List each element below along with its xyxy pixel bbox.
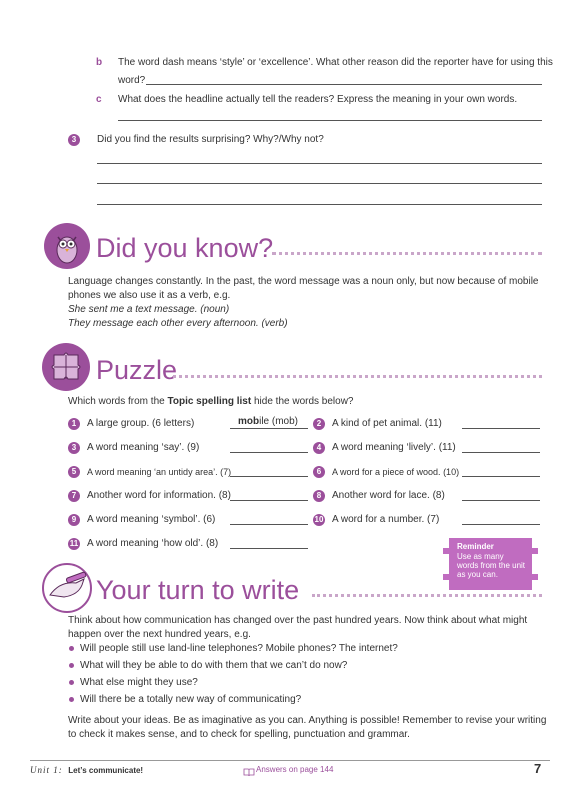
question-c-text: What does the headline actually tell the readers? Express the meaning in your own words.	[118, 94, 518, 105]
puzzle-number: 1	[68, 418, 80, 430]
reminder-tab	[443, 574, 449, 580]
puzzle-icon	[42, 343, 90, 391]
puzzle-number: 10	[314, 515, 324, 524]
answer-line[interactable]	[462, 500, 540, 501]
heading-dots	[272, 252, 542, 255]
answer-line[interactable]	[230, 428, 308, 429]
puzzle-clue: Another word for lace. (8)	[332, 490, 445, 501]
answer-line[interactable]	[230, 548, 308, 549]
puzzle-clue: A word for a number. (7)	[332, 514, 440, 525]
reminder-title: Reminder	[457, 542, 494, 551]
puzzle-intro: Which words from the Topic spelling list hide the words below?	[68, 396, 354, 407]
puzzle-number: 6	[313, 466, 325, 478]
question-number-3: 3	[68, 134, 80, 146]
footer-answers: Answers on page 144	[256, 765, 334, 774]
answer-line-3b[interactable]	[97, 183, 542, 184]
puzzle-number: 2	[313, 418, 325, 430]
bullet-item: Will people still use land-line telephones? Mobile phones? The internet?	[80, 643, 398, 654]
puzzle-clue: A kind of pet animal. (11)	[332, 418, 442, 429]
puzzle-clue: A large group. (6 letters)	[87, 418, 195, 429]
puzzle-clue: A word meaning ‘how old’. (8)	[87, 538, 219, 549]
did-you-know-heading: Did you know?	[96, 233, 274, 263]
puzzle-clue: A word meaning ‘symbol’. (6)	[87, 514, 216, 525]
bullet-item: Will there be a totally new way of communicating?	[80, 694, 302, 705]
writing-hand-icon	[42, 563, 92, 613]
puzzle-clue: A word for a piece of wood. (10)	[332, 467, 460, 477]
footer-unit	[30, 765, 143, 775]
bullet-dot	[69, 663, 74, 668]
answer-line[interactable]	[462, 428, 540, 429]
answer-line-3a[interactable]	[97, 163, 542, 164]
puzzle-number: 3	[68, 442, 80, 454]
your-turn-outro2: to check it makes sense, and to check for spelling, punctuation and grammar.	[68, 729, 410, 740]
answer-line[interactable]	[462, 476, 540, 477]
your-turn-intro1: Think about how communication has changed over the past hundred years. Now think about what might	[68, 615, 528, 626]
did-you-know-example1: She sent me a text message. (noun)	[68, 304, 230, 315]
did-you-know-line2: phones we also use it as a verb, e.g.	[68, 290, 231, 301]
your-turn-intro2: happen over the next hundred years, e.g.	[68, 629, 251, 640]
puzzle-clue: A word meaning ‘an untidy area’. (7)	[87, 467, 232, 477]
page-number: 7	[534, 761, 542, 776]
puzzle-number: 11	[69, 539, 79, 548]
reminder-tab	[532, 548, 538, 554]
footer-divider	[30, 760, 550, 761]
question-3-text: Did you find the results surprising? Why?/Why not?	[97, 134, 324, 145]
book-icon	[243, 764, 255, 773]
did-you-know-example2: They message each other every afternoon. (verb)	[68, 318, 288, 329]
reminder-tab	[532, 574, 538, 580]
your-turn-heading: Your turn to write	[96, 575, 300, 605]
answer-line[interactable]	[230, 524, 308, 525]
puzzle-clue: A word meaning ‘lively’. (11)	[332, 442, 456, 453]
puzzle-number: 4	[313, 442, 325, 454]
puzzle-number: 8	[313, 490, 325, 502]
question-letter-b: b	[96, 57, 103, 68]
bullet-dot	[69, 646, 74, 651]
bullet-item: What will they be able to do with them that we can’t do now?	[80, 660, 348, 671]
puzzle-example-answer: mobile (mob)	[238, 416, 299, 427]
owl-icon	[44, 223, 90, 269]
puzzle-clue: Another word for information. (8)	[87, 490, 231, 501]
answer-line-3c[interactable]	[97, 204, 542, 205]
puzzle-clue: A word meaning ‘say’. (9)	[87, 442, 200, 453]
puzzle-number: 5	[68, 466, 80, 478]
footer-unit-title: Let’s communicate!	[68, 766, 144, 775]
footer-unit-number: Unit 1:	[30, 765, 63, 775]
puzzle-number: 9	[68, 514, 80, 526]
heading-dots	[173, 375, 542, 378]
your-turn-outro1: Write about your ideas. Be as imaginative as you can. Anything is possible! Remember to revise your writing	[68, 715, 547, 726]
question-b-text-cont: word?	[118, 75, 146, 86]
answer-line-c[interactable]	[118, 120, 542, 121]
answer-line[interactable]	[230, 452, 308, 453]
answer-line[interactable]	[462, 452, 540, 453]
heading-dots	[312, 594, 542, 597]
answer-line[interactable]	[462, 524, 540, 525]
bullet-dot	[69, 697, 74, 702]
answer-line-b[interactable]	[146, 84, 542, 85]
puzzle-heading: Puzzle	[96, 355, 178, 385]
answer-line[interactable]	[230, 476, 308, 477]
did-you-know-line1: Language changes constantly. In the past, the word message was a noun only, but now because of mobile	[68, 276, 539, 287]
puzzle-number: 7	[68, 490, 80, 502]
question-b-text: The word dash means ‘style’ or ‘excellence’. What other reason did the reporter have for using this	[118, 57, 553, 68]
reminder-text: Use as many words from the unit as you can.	[457, 552, 526, 579]
question-letter-c: c	[96, 94, 102, 105]
bullet-item: What else might they use?	[80, 677, 198, 688]
reminder-tab	[443, 548, 449, 554]
bullet-dot	[69, 680, 74, 685]
answer-line[interactable]	[230, 500, 308, 501]
reminder-box	[449, 538, 532, 590]
